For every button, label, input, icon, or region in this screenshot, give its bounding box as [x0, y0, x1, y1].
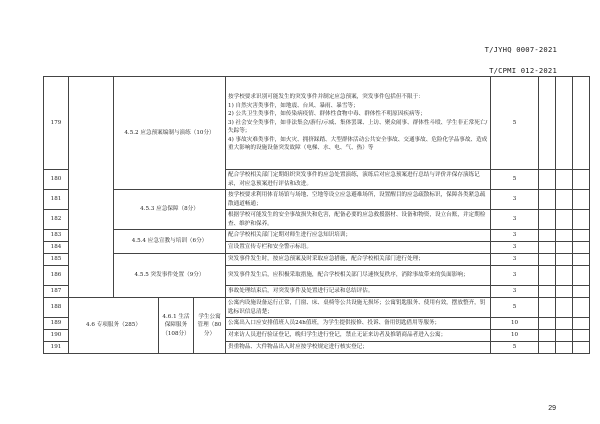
score: 5 — [491, 77, 539, 170]
blank-cell — [69, 77, 114, 298]
requirement-text: 按学校要求利用体育场馆与场地、空地等设立应急避难场所，设置醒目的应急疏散标识，保障各类紧急疏散通道畅通； — [226, 190, 491, 210]
blank-cell — [573, 170, 590, 190]
subcategory-461a: 学生公寓管理（80分） — [194, 298, 226, 354]
score: 3 — [491, 230, 539, 242]
blank-cell — [539, 286, 556, 298]
blank-cell — [539, 318, 556, 330]
blank-cell — [556, 170, 573, 190]
row-number: 182 — [44, 210, 69, 230]
score: 3 — [491, 242, 539, 254]
score: 5 — [491, 342, 539, 354]
row-number: 184 — [44, 242, 69, 254]
requirement-text: 宣设置宣传专栏和安全警示标语。 — [226, 242, 491, 254]
blank-cell — [573, 210, 590, 230]
score: 10 — [491, 330, 539, 342]
score: 3 — [491, 266, 539, 286]
blank-cell — [573, 190, 590, 210]
blank-cell — [556, 77, 573, 170]
score: 3 — [491, 254, 539, 266]
blank-cell — [539, 230, 556, 242]
row-number: 183 — [44, 230, 69, 242]
page-number: 29 — [548, 405, 556, 412]
row-number: 189 — [44, 318, 69, 330]
requirement-text: 贵重物品、大件物品出入时应按学校规定进行核实登记； — [226, 342, 491, 354]
requirement-text: 突发事件发生时，按应急预案及时采取应急措施，配合学校相关部门进行处理； — [226, 254, 491, 266]
score: 3 — [491, 210, 539, 230]
subcategory-455: 4.5.5 突发事件处置（9分） — [114, 254, 226, 298]
requirement-text: 按学校要求识别可能发生的突发事件并制定应急预案，突发事件包括但不限于： 1) 自然灾害类事件，如地震、台风、暴雨、暴雪等； 2) 公共卫生类事件，如传染病疫情、群体性食物中毒、群体性不明原因疾病等； 3) 社会安全类事件，如非法集会/游行/示威、集体罢课、上访、聚众闹事、群体性斗殴、学生非正常死亡/失踪等； 4) 事故灾难类事件，如火灾、拥挤踩踏、大型群体活动公共安全事故、交通事故、危险化学品事故、造成重大影响的设施设备突发故障（电梯、水、电、气、热）等 — [226, 77, 491, 170]
subcategory-453: 4.5.3 应急保障（8分） — [114, 190, 226, 230]
requirement-text: 配合学校相关部门定期组织突发事件的应急处置演练，演练后对应急预案进行总结与评价并保存演练记录，对应急预案进行评估和改进。 — [226, 170, 491, 190]
score: 3 — [491, 286, 539, 298]
standard-table — [43, 76, 590, 354]
blank-cell — [556, 298, 573, 318]
blank-cell — [556, 330, 573, 342]
requirement-text: 配合学校相关部门定期对师生进行应急知识培训； — [226, 230, 491, 242]
blank-cell — [539, 266, 556, 286]
row-number: 186 — [44, 266, 69, 286]
row-number: 187 — [44, 286, 69, 298]
blank-cell — [539, 242, 556, 254]
blank-cell — [556, 342, 573, 354]
blank-cell — [539, 342, 556, 354]
blank-cell — [539, 170, 556, 190]
blank-cell — [573, 77, 590, 170]
table-row — [44, 254, 590, 266]
row-number: 191 — [44, 342, 69, 354]
blank-cell — [573, 298, 590, 318]
requirement-text: 根据学校可能发生的安全事故损失和危害，配备必要的应急救援器材、设备和物资，设立台账，并定期检查、维护和保养。 — [226, 210, 491, 230]
table-row — [44, 298, 590, 318]
blank-cell — [573, 286, 590, 298]
standard-code-2: T/CPMI 012-2021 — [489, 66, 557, 75]
row-number: 179 — [44, 77, 69, 170]
requirement-text: 公寓内设施设备运行正常，门窗、床、桌椅等公共设施无损坏；公寓钥匙服务、使用有效，摆放整齐，钥匙标识信息清楚； — [226, 298, 491, 318]
requirement-text: 公寓出入口应安排值班人员24h值班，为学生提供报修、投诉、备用钥匙借用等服务； — [226, 318, 491, 330]
blank-cell — [556, 190, 573, 210]
blank-cell — [573, 266, 590, 286]
category-46: 4.6 专项服务（285） — [69, 298, 159, 354]
table-row — [44, 77, 590, 170]
standard-code-1: T/JYHQ 0007-2021 — [484, 45, 557, 54]
row-number: 185 — [44, 254, 69, 266]
blank-cell — [556, 254, 573, 266]
requirement-text: 突发事件发生后，应积极采取措施，配合学校相关部门尽速恢复秩序，消除事故带来的负面影响； — [226, 266, 491, 286]
blank-cell — [573, 254, 590, 266]
blank-cell — [539, 298, 556, 318]
blank-cell — [556, 266, 573, 286]
row-number: 180 — [44, 170, 69, 190]
requirement-text: 对来访人员进行验证登记，晚归学生进行登记，禁止无证来访者及推销商品者进入公寓； — [226, 330, 491, 342]
table-row — [44, 190, 590, 210]
subcategory-454: 4.5.4 应急宣教与培训（6分） — [114, 230, 226, 254]
subcategory-461: 4.6.1 生活保障服务（108分） — [159, 298, 194, 354]
blank-cell — [556, 242, 573, 254]
subcategory-452: 4.5.2 应急预案编制与演练（10分） — [114, 77, 226, 190]
blank-cell — [539, 210, 556, 230]
row-number: 181 — [44, 190, 69, 210]
blank-cell — [573, 242, 590, 254]
blank-cell — [573, 342, 590, 354]
blank-cell — [556, 318, 573, 330]
score: 5 — [491, 298, 539, 318]
blank-cell — [556, 230, 573, 242]
score: 5 — [491, 170, 539, 190]
blank-cell — [573, 318, 590, 330]
row-number: 190 — [44, 330, 69, 342]
blank-cell — [539, 330, 556, 342]
row-number: 188 — [44, 298, 69, 318]
blank-cell — [556, 286, 573, 298]
blank-cell — [539, 77, 556, 170]
score: 10 — [491, 318, 539, 330]
blank-cell — [539, 190, 556, 210]
score: 3 — [491, 190, 539, 210]
blank-cell — [539, 254, 556, 266]
blank-cell — [573, 230, 590, 242]
requirement-text: 事故处理结束后，对突发事件及处置进行记录和总结评估。 — [226, 286, 491, 298]
blank-cell — [556, 210, 573, 230]
blank-cell — [573, 330, 590, 342]
table-row — [44, 230, 590, 242]
